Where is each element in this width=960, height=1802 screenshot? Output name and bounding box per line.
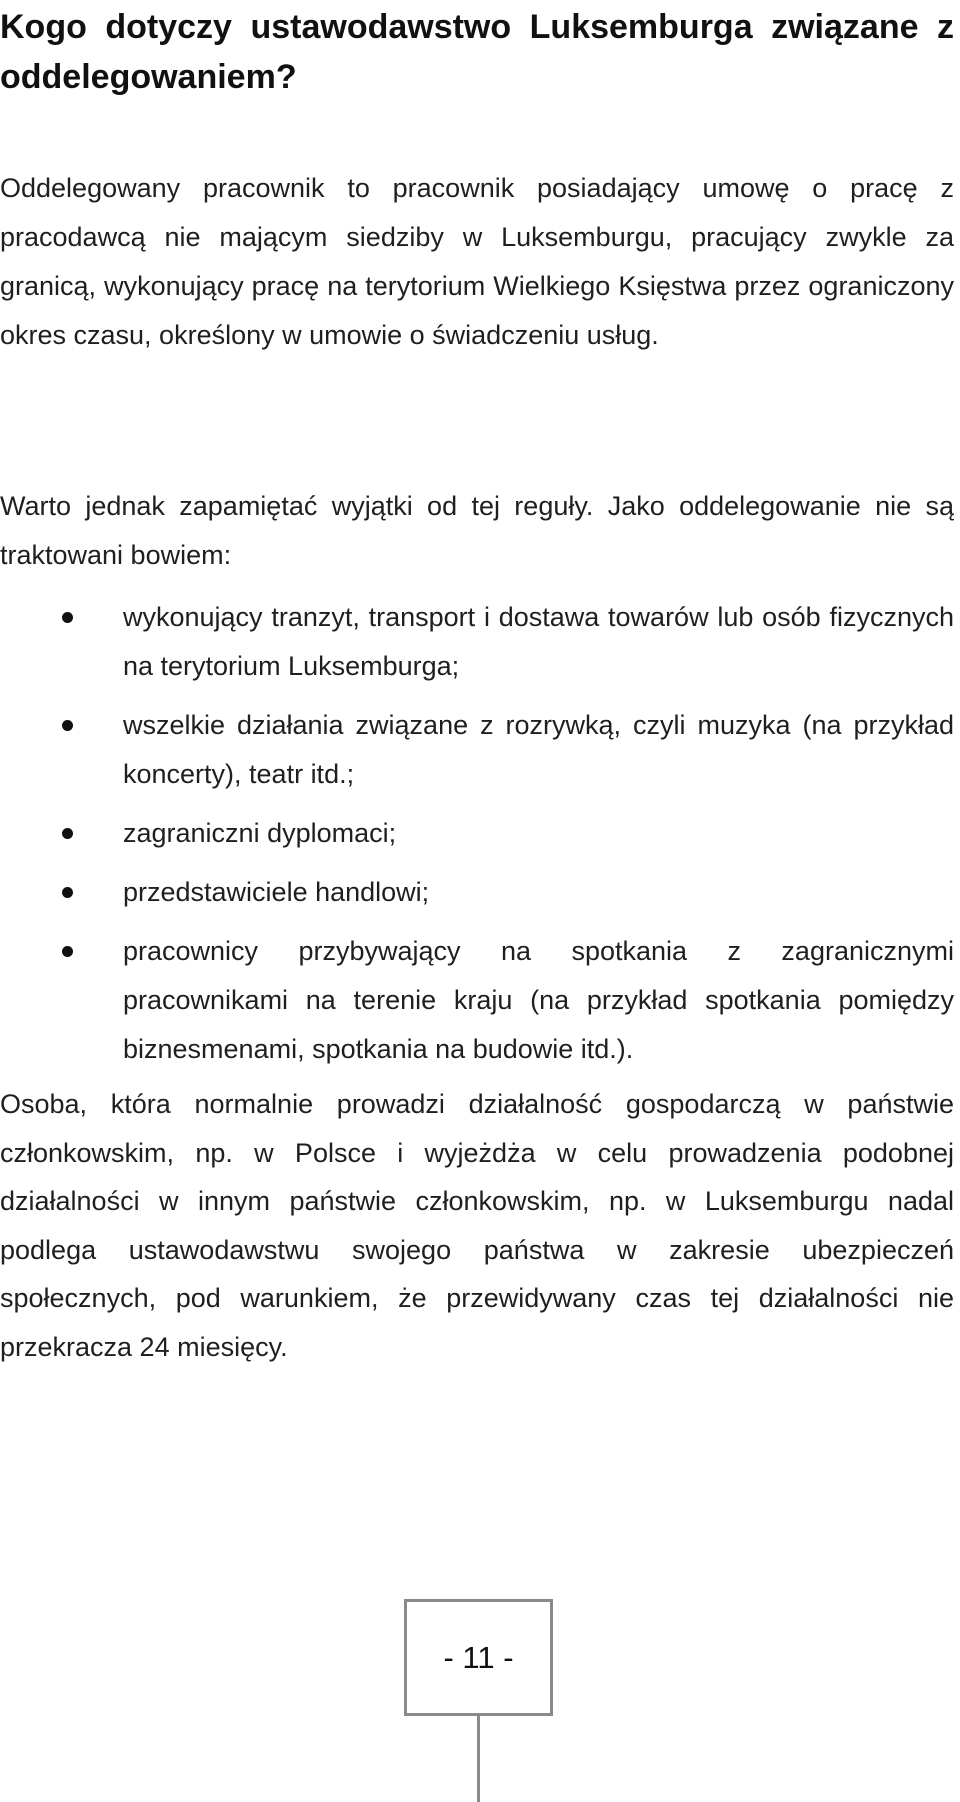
list-item xyxy=(0,927,954,1074)
intro-paragraph: Oddelegowany pracownik to pracownik posiadający umowę o pracę z pracodawcą nie mającym siedziby w Luksemburgu, pracujący zwykle za granicą, wykonujący pracę na terytorium Wielkiego Księstwa przez ograniczony okres czasu, określony w umowie o świadczeniu usług. xyxy=(0,173,954,350)
bullet-icon xyxy=(62,887,73,898)
list-item xyxy=(0,593,954,691)
bullet-icon xyxy=(62,720,73,731)
closing-paragraph: Osoba, która normalnie prowadzi działalność gospodarczą w państwie członkowskim, np. w Polsce i wyjeżdża w celu prowadzenia podobnej działalności w innym państwie członkowskim, np. w Luksemburgu nadal podlega ustawodawstwu swojego państwa w zakresie ubezpieczeń społecznych, pod warunkiem, że przewidywany czas tej działalności nie przekracza 24 miesięcy. xyxy=(0,1089,954,1362)
list-item xyxy=(0,868,954,917)
list-item xyxy=(0,809,954,858)
list-item-text: zagraniczni dyplomaci; xyxy=(123,818,397,848)
list-item-text: wykonujący tranzyt, transport i dostawa towarów lub osób fizycznych na terytorium Luksemburga; xyxy=(123,602,954,681)
list-item-text: pracownicy przybywający na spotkania z zagranicznymi pracownikami na terenie kraju (na przykład spotkania pomiędzy biznesmenami, spotkania na budowie itd.). xyxy=(123,936,954,1064)
page-title: Kogo dotyczy ustawodawstwo Luksemburga związane z oddelegowaniem? xyxy=(0,8,954,96)
list-item xyxy=(0,701,954,799)
page-number: - 11 - xyxy=(443,1639,514,1675)
bullet-icon xyxy=(62,828,73,839)
page-number-connector-line xyxy=(477,1716,480,1802)
list-item-text: przedstawiciele handlowi; xyxy=(123,877,430,907)
bullet-icon xyxy=(62,946,73,957)
list-item-text: wszelkie działania związane z rozrywką, czyli muzyka (na przykład koncerty), teatr itd.; xyxy=(123,710,954,789)
bullet-icon xyxy=(62,612,73,623)
page-number-box xyxy=(404,1599,553,1716)
exceptions-list xyxy=(0,593,954,1084)
exceptions-intro-paragraph: Warto jednak zapamiętać wyjątki od tej reguły. Jako oddelegowanie nie są traktowani bowiem: xyxy=(0,491,954,570)
